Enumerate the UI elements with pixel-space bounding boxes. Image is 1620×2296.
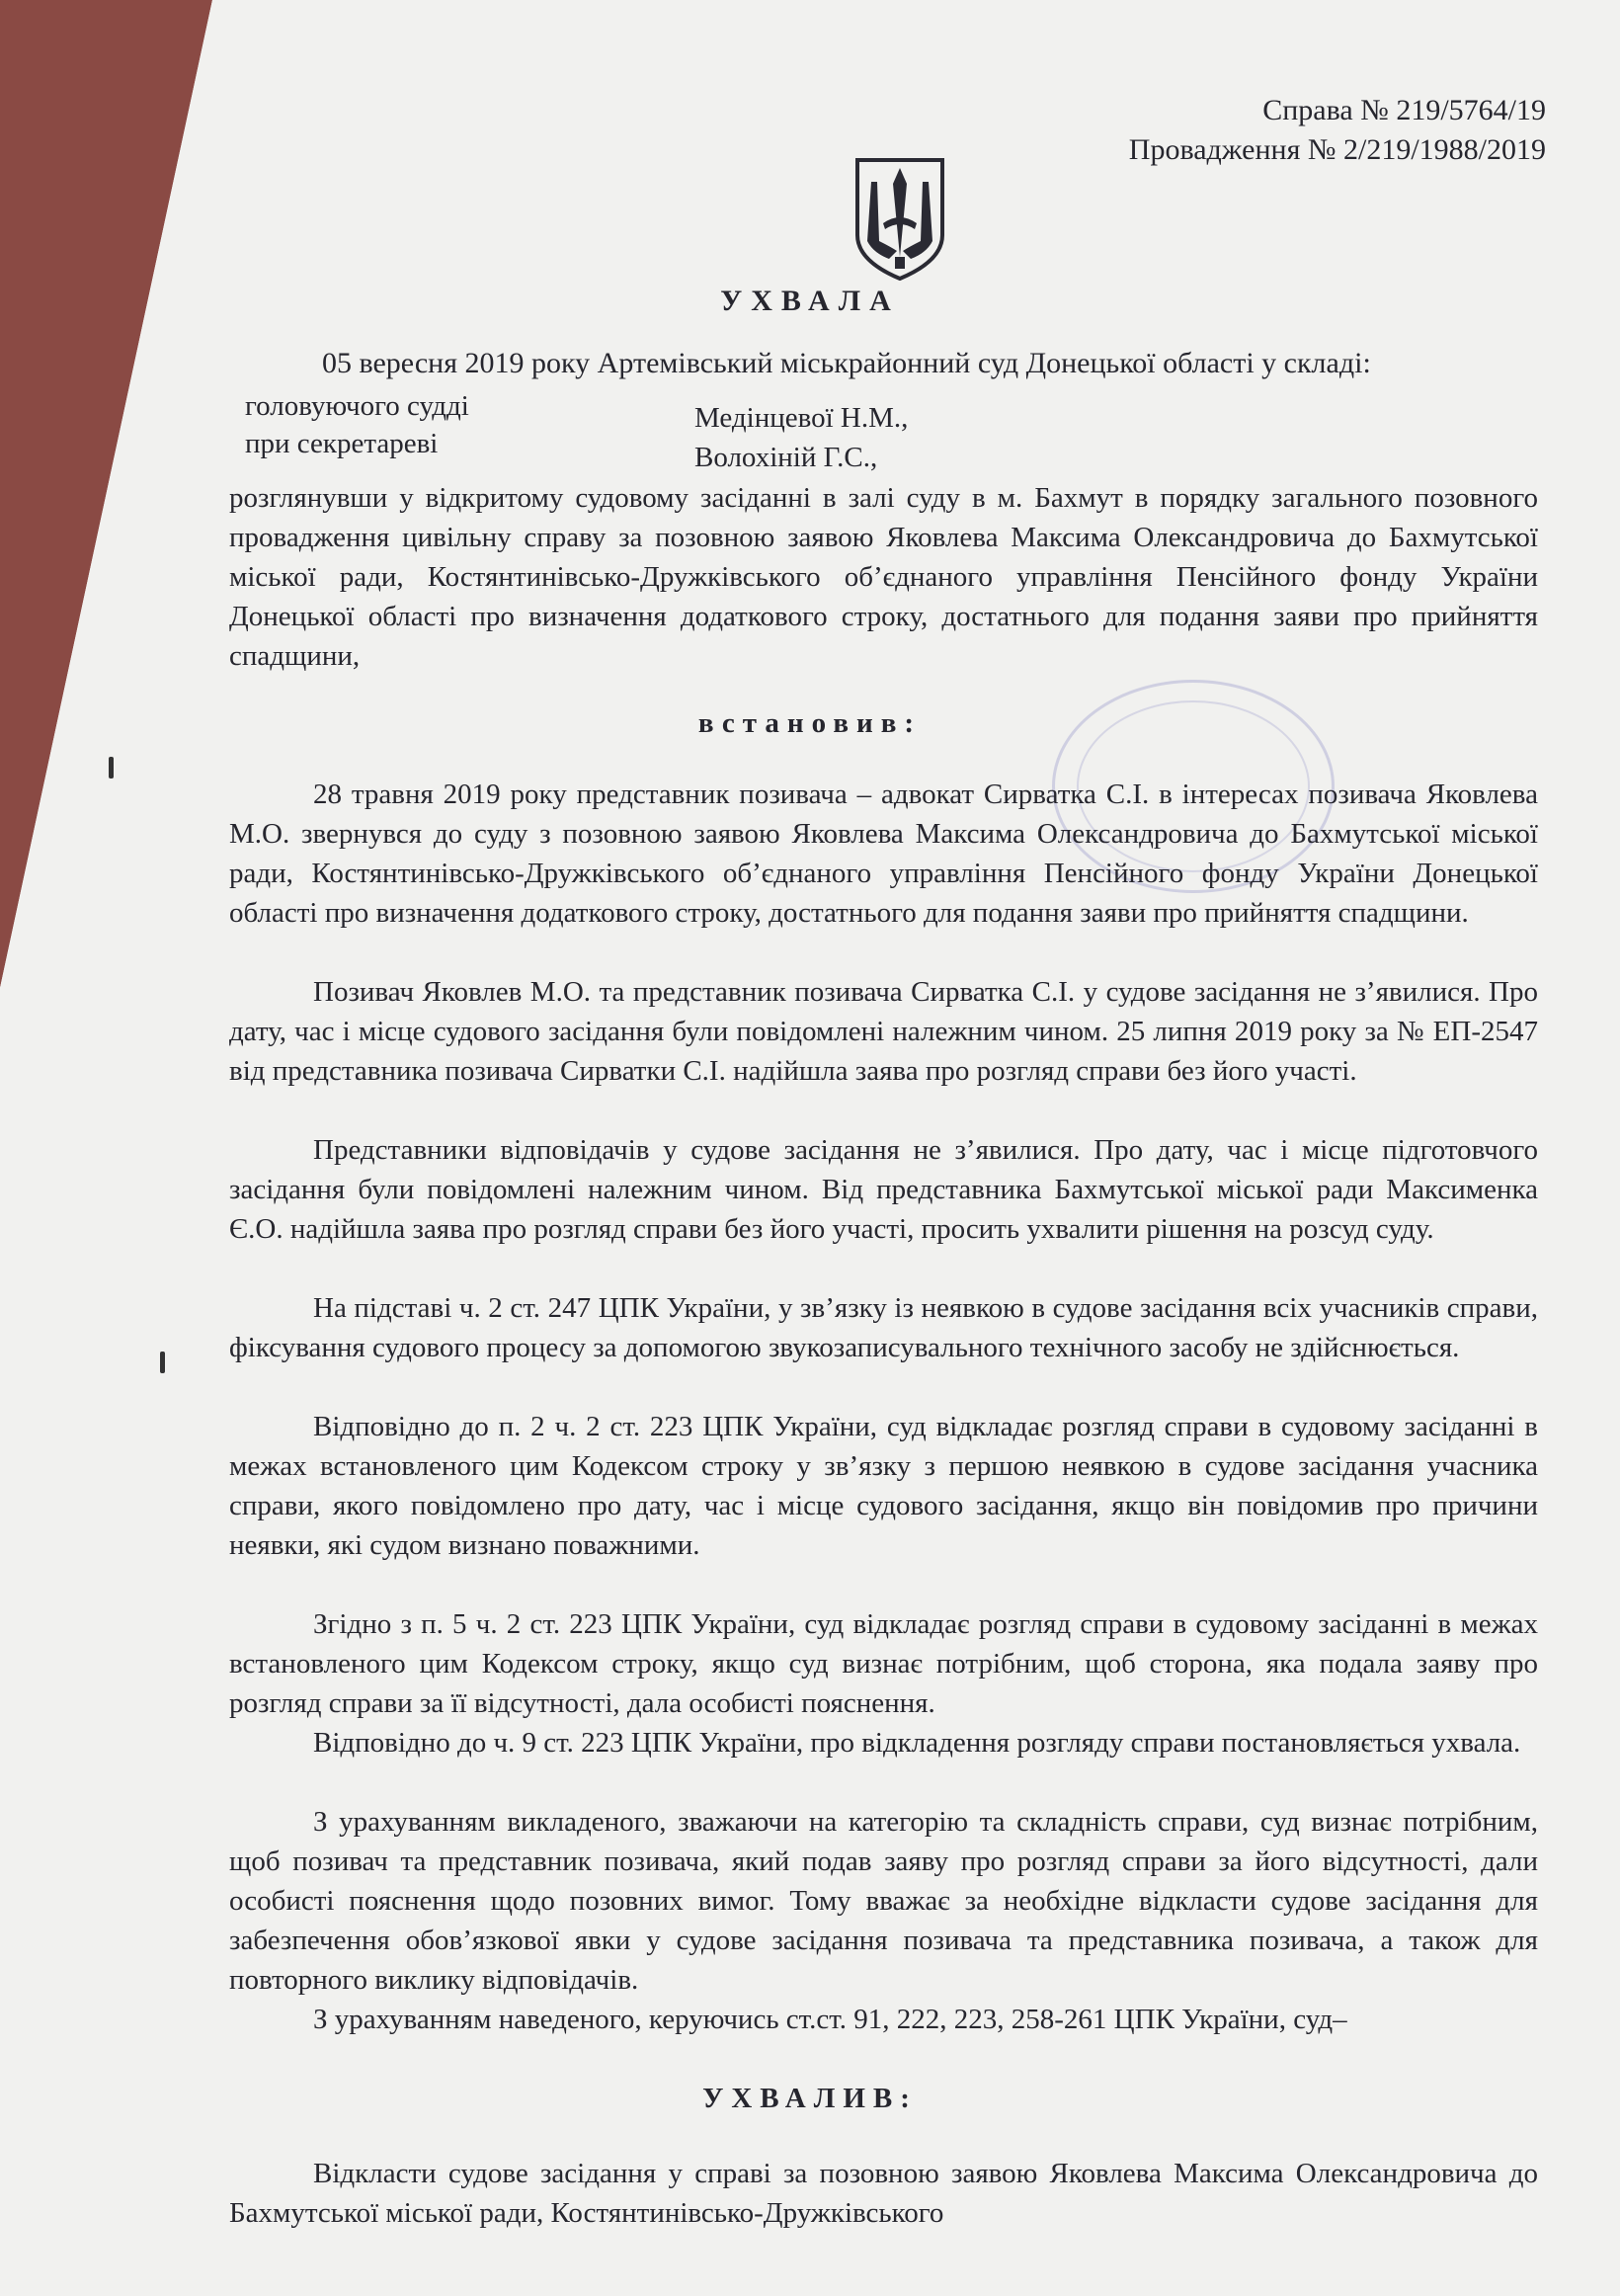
judge-name: Медінцевої Н.М., [694, 402, 909, 434]
case-reference [1129, 91, 1546, 170]
document-title: УХВАЛА [720, 285, 900, 317]
secretary-name: Волохіній Г.С., [694, 442, 878, 473]
paragraph-3: Представники відповідачів у судове засідання не з’явилися. Про дату, час і місце підготовчого засідання були повідомлені належним чином. Від представника Бахмутської міської ради Максименка Є.О. надійшла заява про розгляд справи без його участі, просить ухвалити рішення на розсуд суду. [229, 1134, 1538, 1245]
margin-mark [160, 1352, 165, 1373]
paragraph-9: З урахуванням наведеного, керуючись ст.ст. 91, 222, 223, 258-261 ЦПК України, суд– [313, 2004, 1347, 2035]
decision-paragraph: Відкласти судове засідання у справі за позовною заявою Яковлева Максима Олександровича до Бахмутської міської ради, Костянтинівсько-Дружківського [229, 2158, 1538, 2229]
paragraph-8: З урахуванням викладеного, зважаючи на категорію та складність справи, суд визнає потрібним, щоб позивач та представник позивача, який подав заяву про розгляд справи за його відсутності, дали особисті пояснення щодо позовних вимог. Тому вважає за необхідне відкласти судове засідання для забезпечення обов’язкової явки у судове засідання позивача та представника позивача, а також для повторного виклику відповідачів. [229, 1806, 1538, 1996]
paragraph-4: На підставі ч. 2 ст. 247 ЦПК України, у зв’язку із неявкою в судове засідання всіх учасників справи, фіксування судового процесу за допомогою звукозаписувального технічного засобу не здійснюється. [229, 1292, 1538, 1363]
paragraph-7: Відповідно до ч. 9 ст. 223 ЦПК України, про відкладення розгляду справи постановляється ухвала. [313, 1727, 1521, 1759]
proceeding-number: Провадження № 2/219/1988/2019 [1128, 133, 1546, 166]
trident-emblem-icon [850, 154, 950, 283]
paragraph-6: Згідно з п. 5 ч. 2 ст. 223 ЦПК України, суд відкладає розгляд справи в судовому засіданні в межах встановленого цим Кодексом строку, якщо суд визнає потрібним, щоб сторона, яка подала заяву про розгляд справи за її відсутності, дала особисті пояснення. [229, 1608, 1538, 1719]
decided-heading: УХВАЛИВ: [702, 2083, 918, 2114]
margin-mark [109, 757, 114, 779]
case-number: Справа № 219/5764/19 [1262, 94, 1546, 126]
intro-considered-paragraph: розглянувши у відкритому судовому засіданні в залі суду в м. Бахмут в порядку загального позовного провадження цивільну справу за позовною заявою Яковлева Максима Олександровича до Бахмутської міської ради, Костянтинівсько-Дружківського об’єднаного управління Пенсійного фонду України Донецької області про визначення додаткового строку, достатнього для подання заяви про прийняття спадщини, [229, 482, 1538, 672]
established-heading: встановив: [697, 707, 923, 739]
paragraph-2: Позивач Яковлев М.О. та представник позивача Сирватка С.І. у судове засідання не з’явилися. Про дату, час і місце судового засідання були повідомлені належним чином. 25 липня 2019 року за № ЕП-2547 від представника позивача Сирватки С.І. надійшла заява про розгляд справи без його участі. [229, 976, 1538, 1087]
paragraph-5: Відповідно до п. 2 ч. 2 ст. 223 ЦПК України, суд відкладає розгляд справи в судовому засіданні в межах встановленого цим Кодексом строку у зв’язку з першою неявкою в судове засідання учасника справи, якого повідомлено про дату, час і місце судового засідання, якщо він повідомив про причини неявки, які судом визнано поважними. [229, 1411, 1538, 1561]
secretary-label: при секретареві [245, 428, 439, 459]
judge-label: головуючого судді [245, 390, 469, 422]
intro-date-court: 05 вересня 2019 року Артемівський міськрайонний суд Донецької області у складі: [322, 347, 1371, 379]
paragraph-1: 28 травня 2019 року представник позивача – адвокат Сирватка С.І. в інтересах позивача Яковлева М.О. звернувся до суду з позовною заявою Яковлева Максима Олександровича до Бахмутської міської ради, Костянтинівсько-Дружківського об’єднаного управління Пенсійного фонду України Донецької області про визначення додаткового строку, достатнього для подання заяви про прийняття спадщини. [229, 779, 1538, 929]
